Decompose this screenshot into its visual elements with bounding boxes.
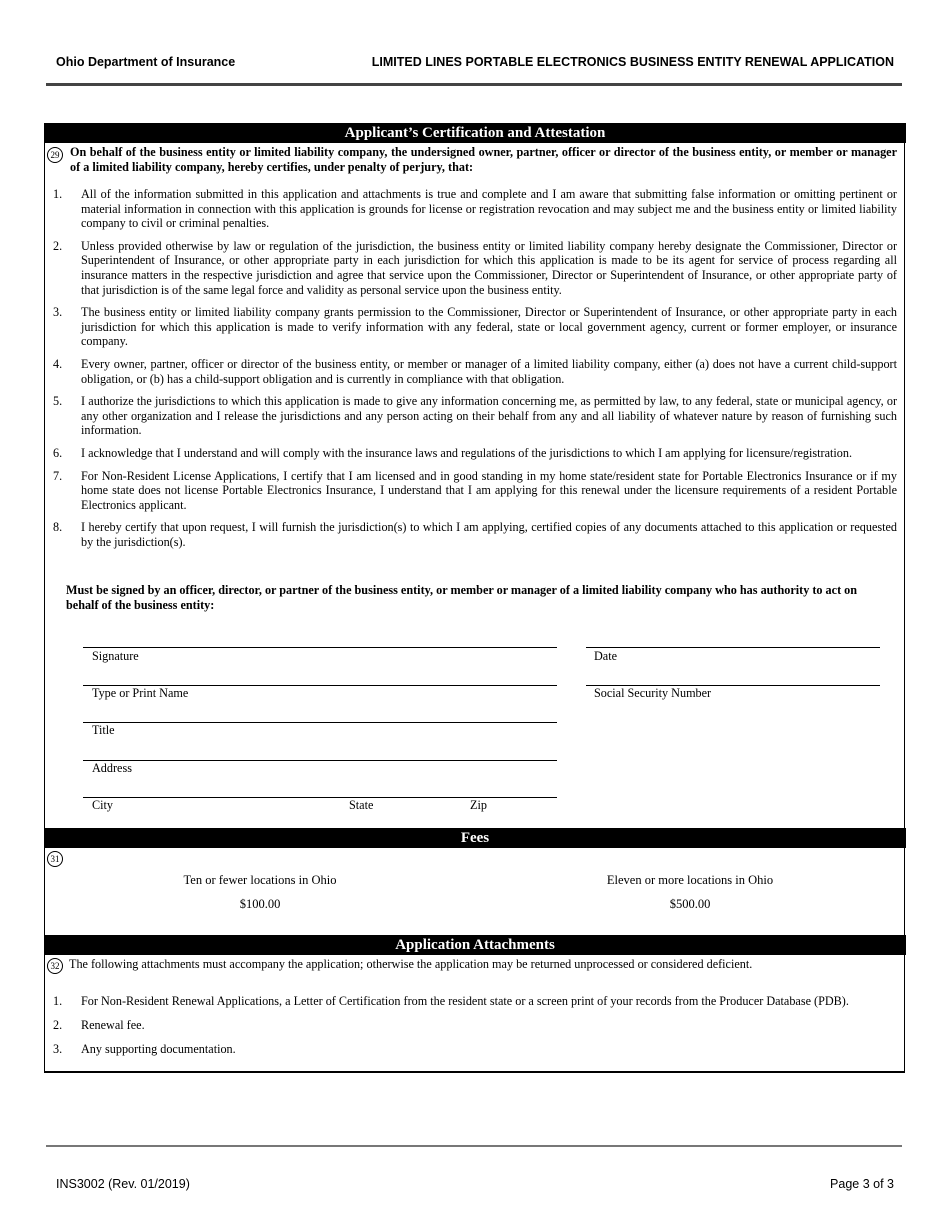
certification-item: 1. All of the information submitted in this application and attachments is true and complete and I am aware that submitting false information or omitting pertinent or material information in connection with this application is grounds for license or registration revocation and may subject me and the business entity or limited liability company to civil or criminal penalties. [53, 187, 897, 231]
form-number: INS3002 (Rev. 01/2019) [56, 1177, 190, 1191]
page-number: Page 3 of 3 [830, 1177, 894, 1191]
fees-section-header: Fees [44, 828, 906, 848]
title-label: Title [92, 723, 115, 737]
footer-divider [46, 1145, 902, 1147]
attachment-item: 3. Any supporting documentation. [53, 1042, 236, 1056]
address-label: Address [92, 761, 132, 775]
fee-small-amount: $100.00 [239, 897, 281, 911]
fee-small-label: Ten or fewer locations in Ohio [183, 873, 337, 887]
attachment-item: 1. For Non-Resident Renewal Applications, a Letter of Certification from the resident state or a screen print of your records from the Producer Database (PDB). [53, 994, 849, 1008]
fee-large-label: Eleven or more locations in Ohio [606, 873, 774, 887]
section-number-marker: 31 [47, 851, 63, 867]
ssn-label: Social Security Number [594, 686, 712, 700]
date-field[interactable] [586, 647, 880, 648]
section-number-marker: 29 [47, 147, 63, 163]
certification-section-header: Applicant’s Certification and Attestation [44, 123, 906, 143]
agency-name: Ohio Department of Insurance [56, 55, 236, 69]
certification-item: 8. I hereby certify that upon request, I will furnish the jurisdiction(s) to which I am applying, certified copies of any documents attached to this application or requested by the jurisdiction(s). [53, 520, 897, 549]
attachment-item: 2. Renewal fee. [53, 1018, 145, 1032]
certification-item: 7. For Non-Resident License Applications, I certify that I am licensed and in good standing in my home state/resident state for Portable Electronics Insurance or if my home state does not license Portable Electronics Insurance, I understand that I am applying for this renewal under the licensure requirements of a resident Portable Electronics applicant. [53, 468, 897, 512]
city-label: City [92, 798, 113, 812]
certification-item: 5. I authorize the jurisdictions to which this application is made to give any information concerning me, as permitted by law, to any federal, state or municipal agency, or any other organization and I release the jurisdictions and any person acting on their behalf from any and all liability of whatever nature by reason of furnishing such information. [53, 394, 897, 438]
certification-item: 6. I acknowledge that I understand and will comply with the insurance laws and regulations of the jurisdictions to which I am applying for licensure/registration. [53, 445, 852, 460]
form-title: LIMITED LINES PORTABLE ELECTRONICS BUSINESS ENTITY RENEWAL APPLICATION [371, 55, 894, 69]
certification-item: 3. The business entity or limited liability company grants permission to the Commissioner, Director or Superintendent of Insurance, or other appropriate party in each jurisdiction for which this application is made to verify information with any federal, state or local government agency, current or former employer, or insurance company. [53, 305, 897, 349]
signature-label: Signature [92, 649, 139, 663]
signature-field[interactable] [83, 647, 557, 648]
header-divider [46, 83, 902, 86]
zip-label: Zip [470, 798, 487, 812]
attachments-intro: The following attachments must accompany the application; otherwise the application may be returned unprocessed or considered deficient. [69, 957, 753, 971]
signing-requirement-note: Must be signed by an officer, director, or partner of the business entity, or member or manager of a limited liability company who has authority to act on behalf of the business entity: [66, 583, 858, 612]
attachments-section-header: Application Attachments [44, 935, 906, 955]
fee-large-amount: $500.00 [669, 897, 711, 911]
certification-intro: On behalf of the business entity or limited liability company, the undersigned owner, partner, officer or director of the business entity, or member or manager of a limited liability company, hereby certifies, under penalty of perjury, that: [70, 145, 897, 174]
title-field[interactable] [83, 722, 557, 723]
state-label: State [349, 798, 374, 812]
attachments-list [53, 994, 897, 1066]
print-name-label: Type or Print Name [92, 686, 189, 700]
certification-list [53, 187, 897, 557]
certification-item: 4. Every owner, partner, officer or director of the business entity, or member or manager of a limited liability company, either (a) does not have a current child-support obligation, or (b) has a child-support obligation and is currently in compliance with that obligation. [53, 356, 897, 386]
certification-item: 2. Unless provided otherwise by law or regulation of the jurisdiction, the business entity or limited liability company hereby designate the Commissioner, Director or Superintendent of Insurance, or other appropriate party in each jurisdiction for which this application is made to be its agent for service of process regarding all insurance matters in the respective jurisdiction and agree that service upon the Commissioner, Director or Superintendent of Insurance, or other appropriate party of that jurisdiction is of the same legal force and validity as personal service upon the business entity. [53, 238, 897, 297]
date-label: Date [594, 649, 618, 663]
section-number-marker: 32 [47, 958, 63, 974]
address-field[interactable] [83, 760, 557, 761]
